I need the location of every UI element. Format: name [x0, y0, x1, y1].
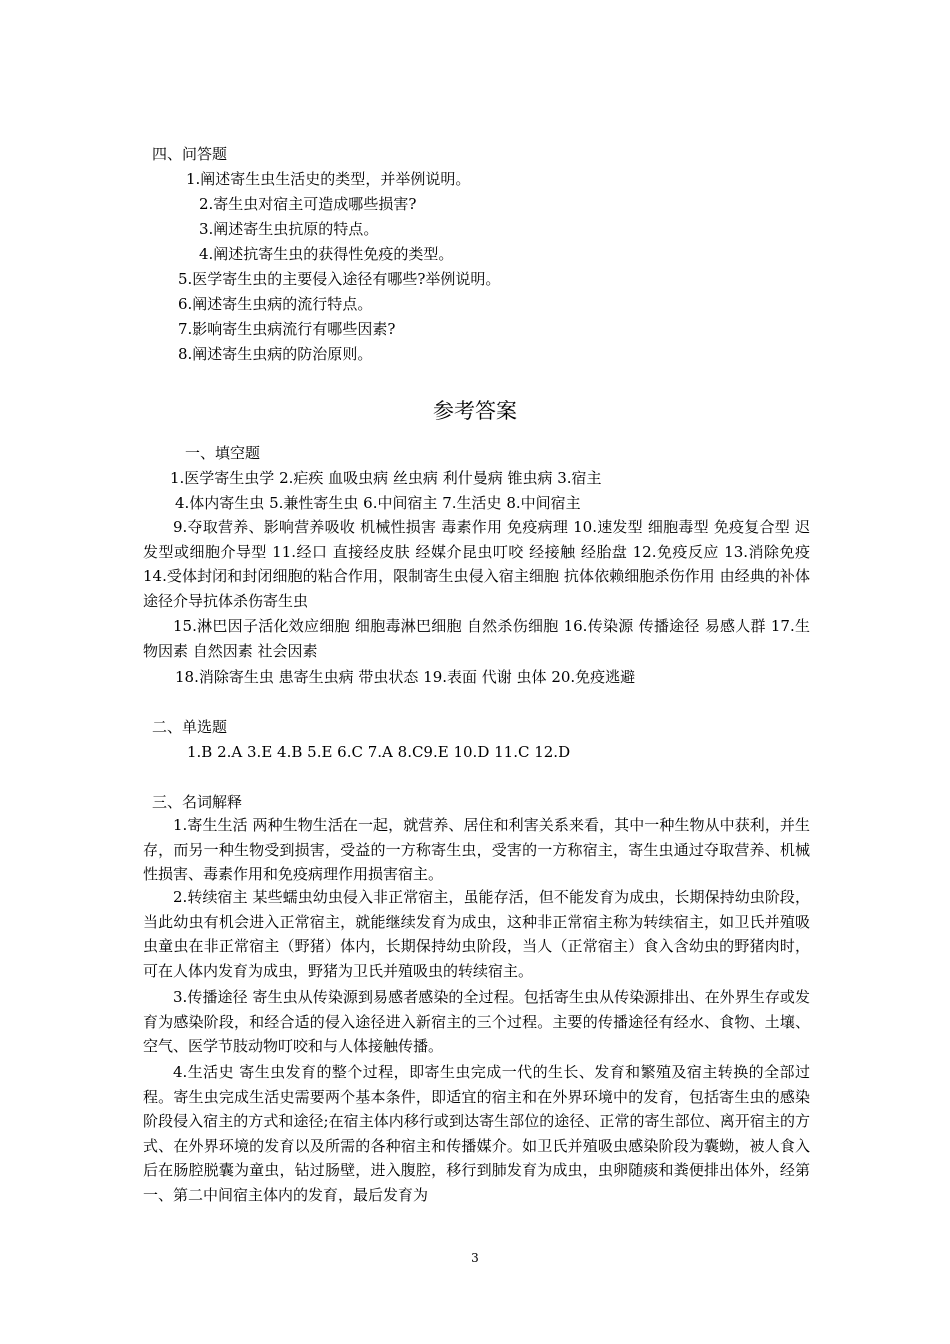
section-heading-fill-in: 一、填空题: [185, 444, 261, 462]
question-item: 2.寄生虫对宿主可造成哪些损害?: [199, 195, 417, 213]
question-item: 8.阐述寄生虫病的防治原则。: [178, 345, 373, 363]
term-definition: 4.生活史 寄生虫发育的整个过程，即寄生虫完成一代的生长、发育和繁殖及宿主转换的全部过程。寄生虫完成生活史需要两个基本条件，即适宜的宿主和在外界环境中的发育，包括寄生虫的感染阶段侵入宿主的方式和途径;在宿主体内移行或到达寄生部位的途径、正常的寄生部位、离开宿主的方式、在外界环境的发育以及所需的各种宿主和传播媒介。如卫氏并殖吸虫感染阶段为囊蚴，被人食入后在肠腔脱囊为童虫，钻过肠壁，进入腹腔，移行到肺发育为成虫，虫卵随痰和粪便排出体外，经第一、第二中间宿主体内的发育，最后发育为: [143, 1063, 810, 1204]
question-item: 1.阐述寄生虫生活史的类型，并举例说明。: [186, 170, 471, 188]
page-number: 3: [471, 1251, 479, 1265]
answers-title: 参考答案: [433, 399, 517, 423]
term-definition: 1.寄生生活 两种生物生活在一起，就营养、居住和利害关系来看，其中一种生物从中获利，并生存，而另一种生物受到损害，受益的一方称寄生虫，受害的一方称宿主，寄生虫通过夺取营养、机械性损害、毒素作用和免疫病理作用损害宿主。: [143, 816, 810, 883]
single-choice-answers: 1.B 2.A 3.E 4.B 5.E 6.C 7.A 8.C9.E 10.D 11.C 12.D: [187, 743, 571, 761]
fill-in-answer: 15.淋巴因子活化效应细胞 细胞毒淋巴细胞 自然杀伤细胞 16.传染源 传播途径 易感人群 17.生物因素 自然因素 社会因素: [143, 617, 810, 660]
term-definition: 2.转续宿主 某些蠕虫幼虫侵入非正常宿主，虽能存活，但不能发育为成虫，长期保持幼虫阶段，当此幼虫有机会进入正常宿主，就能继续发育为成虫，这种非正常宿主称为转续宿主，如卫氏并殖吸虫童虫在非正常宿主（野猪）体内，长期保持幼虫阶段，当人（正常宿主）食入含幼虫的野猪肉时，可在人体内发育为成虫，野猪为卫氏并殖吸虫的转续宿主。: [143, 888, 810, 980]
fill-in-answer: 9.夺取营养、影响营养吸收 机械性损害 毒素作用 免疫病理 10.速发型 细胞毒型 免疫复合型 迟发型或细胞介导型 11.经口 直接经皮肤 经媒介昆虫叮咬 经接触 经胎盘 12.免疫反应 13.消除免疫 14.受体封闭和封闭细胞的粘合作用，限制寄生虫侵入宿主细胞 抗体依赖细胞杀伤作用 由经典的补体途径介导抗体杀伤寄生虫: [143, 518, 810, 610]
fill-in-answer: 18.消除寄生虫 患寄生虫病 带虫状态 19.表面 代谢 虫体 20.免疫逃避: [175, 668, 636, 686]
question-item: 3.阐述寄生虫抗原的特点。: [199, 220, 379, 238]
question-item: 4.阐述抗寄生虫的获得性免疫的类型。: [199, 245, 454, 263]
section-heading-terms: 三、名词解释: [152, 793, 243, 811]
section-heading-single-choice: 二、单选题: [152, 718, 228, 736]
question-item: 6.阐述寄生虫病的流行特点。: [178, 295, 373, 313]
question-item: 7.影响寄生虫病流行有哪些因素?: [178, 320, 396, 338]
section-heading-questions: 四、问答题: [152, 145, 228, 163]
fill-in-answer: 1.医学寄生虫学 2.疟疾 血吸虫病 丝虫病 利什曼病 锥虫病 3.宿主: [170, 469, 602, 487]
term-definition: 3.传播途径 寄生虫从传染源到易感者感染的全过程。包括寄生虫从传染源排出、在外界生存或发育为感染阶段，和经合适的侵入途径进入新宿主的三个过程。主要的传播途径有经水、食物、土壤、空气、医学节肢动物叮咬和与人体接触传播。: [143, 988, 810, 1055]
fill-in-answer: 4.体内寄生虫 5.兼性寄生虫 6.中间宿主 7.生活史 8.中间宿主: [175, 494, 581, 512]
question-item: 5.医学寄生虫的主要侵入途径有哪些?举例说明。: [178, 270, 501, 288]
